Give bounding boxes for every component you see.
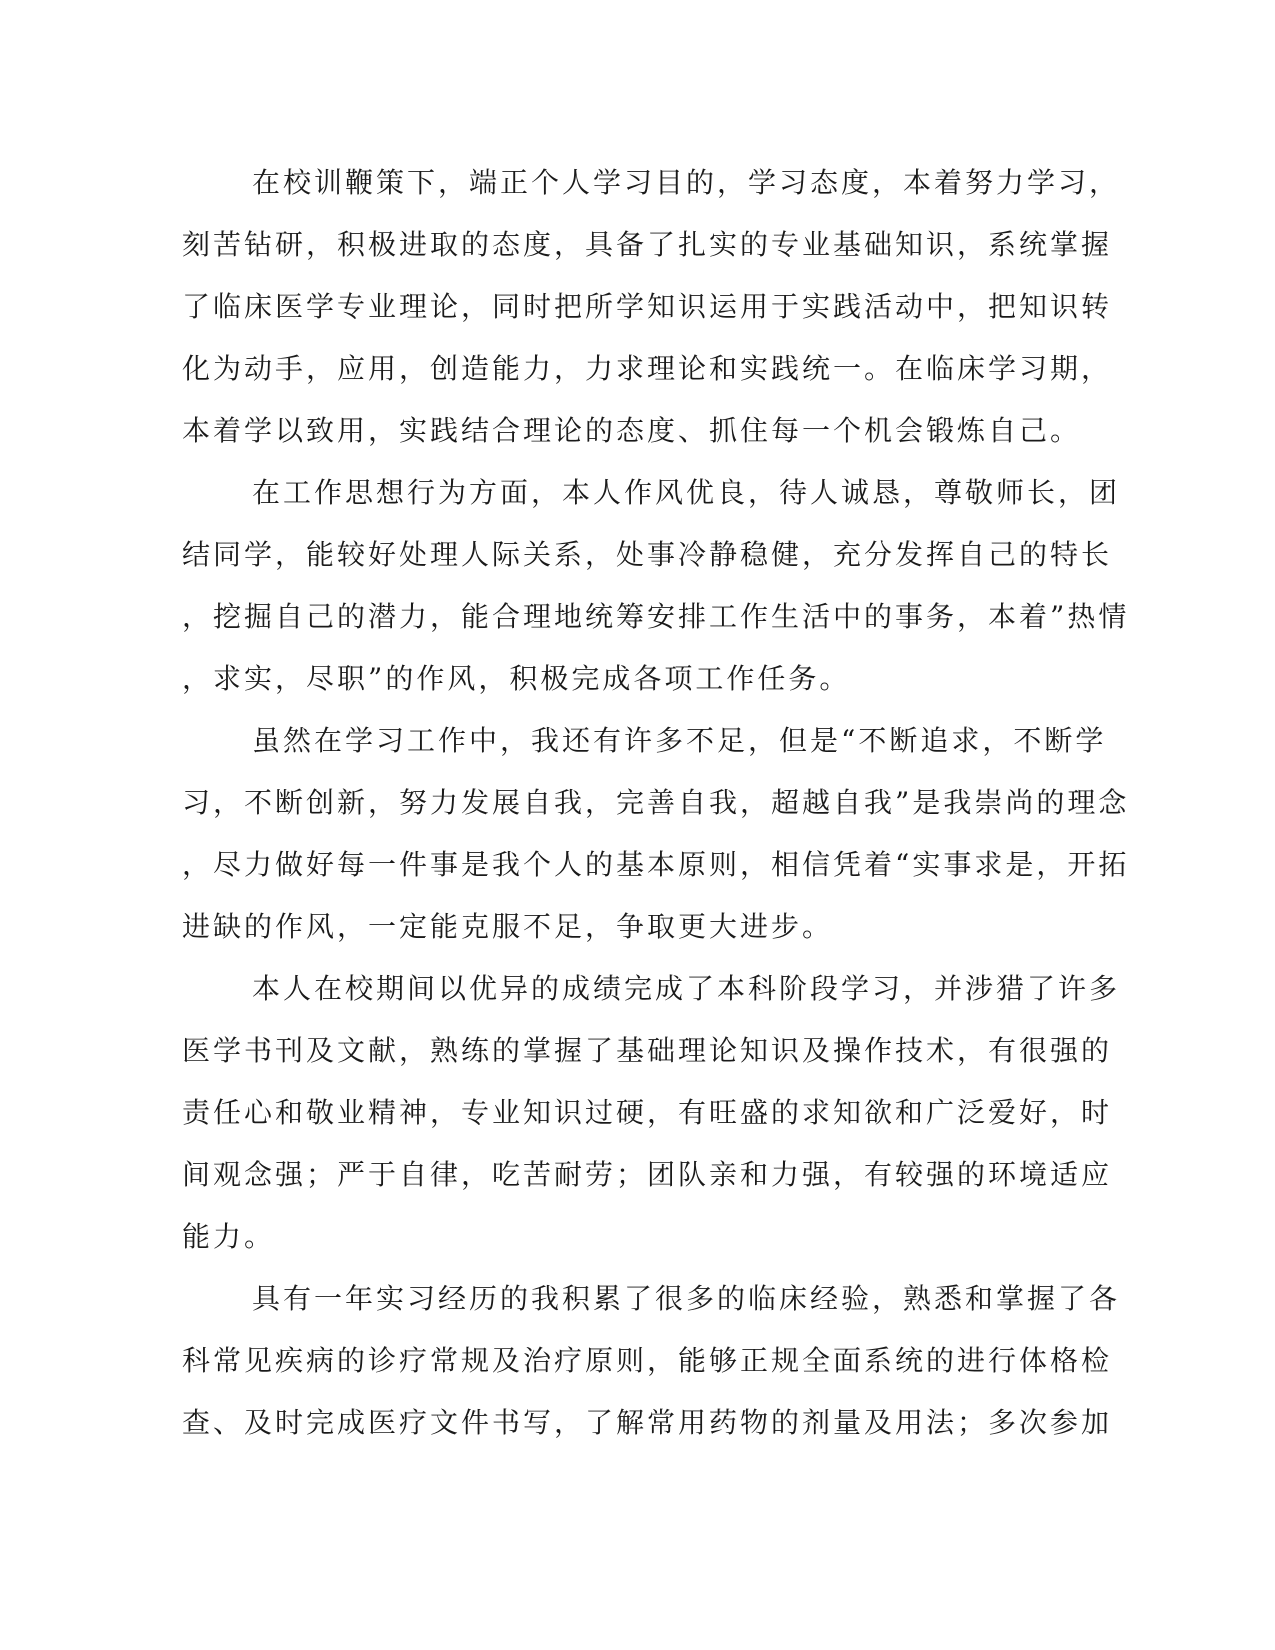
paragraph-1 <box>182 152 1121 462</box>
text-line: ，求实，尽职”的作风，积极完成各项工作任务。 <box>182 662 851 695</box>
paragraph-2 <box>182 462 1130 710</box>
text-line: 能力。 <box>182 1220 276 1253</box>
text-line: 科常见疾病的诊疗常规及治疗原则，能够正规全面系统的进行体格检 <box>182 1344 1113 1377</box>
text-line: 本着学以致用，实践结合理论的态度、抓住每一个机会锻炼自己。 <box>182 414 1082 447</box>
text-line: 间观念强；严于自律，吃苦耐劳；团队亲和力强，有较强的环境适应 <box>182 1158 1113 1191</box>
text-line: ，尽力做好每一件事是我个人的基本原则，相信凭着“实事求是，开拓 <box>182 848 1130 881</box>
paragraph-5 <box>182 1268 1121 1454</box>
text-line: 刻苦钻研，积极进取的态度，具备了扎实的专业基础知识，系统掌握 <box>182 228 1113 261</box>
text-line: 在工作思想行为方面，本人作风优良，待人诚恳，尊敬师长，团 <box>252 476 1121 509</box>
text-line: 具有一年实习经历的我积累了很多的临床经验，熟悉和掌握了各 <box>252 1282 1121 1315</box>
text-line: 了临床医学专业理论，同时把所学知识运用于实践活动中，把知识转 <box>182 290 1113 323</box>
text-line: ，挖掘自己的潜力，能合理地统筹安排工作生活中的事务，本着”热情 <box>182 600 1130 633</box>
paragraph-4 <box>182 958 1121 1268</box>
text-line: 虽然在学习工作中，我还有许多不足，但是“不断追求，不断学 <box>252 724 1107 757</box>
text-line: 结同学，能较好处理人际关系，处事冷静稳健，充分发挥自己的特长 <box>182 538 1113 571</box>
text-line: 化为动手，应用，创造能力，力求理论和实践统一。在临床学习期， <box>182 352 1113 385</box>
text-line: 进缺的作风，一定能克服不足，争取更大进步。 <box>182 910 834 943</box>
text-line: 查、及时完成医疗文件书写，了解常用药物的剂量及用法；多次参加 <box>182 1406 1113 1439</box>
text-line: 责任心和敬业精神，专业知识过硬，有旺盛的求知欲和广泛爱好，时 <box>182 1096 1113 1129</box>
text-line: 医学书刊及文献，熟练的掌握了基础理论知识及操作技术，有很强的 <box>182 1034 1113 1067</box>
text-line: 本人在校期间以优异的成绩完成了本科阶段学习，并涉猎了许多 <box>252 972 1121 1005</box>
paragraph-3 <box>182 710 1130 958</box>
document-body <box>182 152 1130 1454</box>
text-line: 在校训鞭策下，端正个人学习目的，学习态度，本着努力学习， <box>252 166 1121 199</box>
text-line: 习，不断创新，努力发展自我，完善自我，超越自我”是我崇尚的理念 <box>182 786 1130 819</box>
